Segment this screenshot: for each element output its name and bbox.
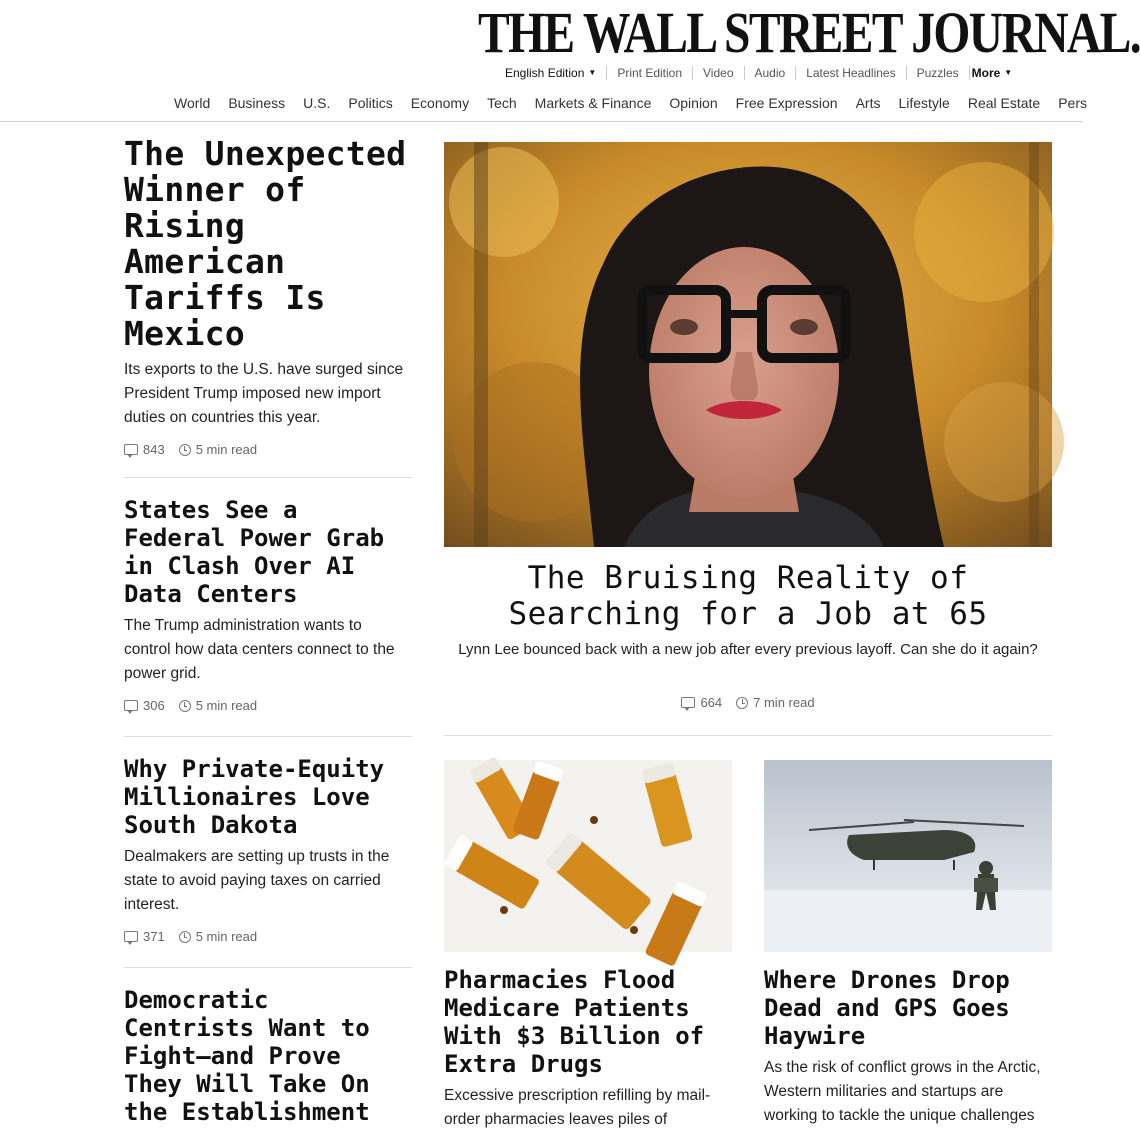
story-ai-data-centers [124,496,412,713]
comments-link[interactable] [124,442,165,457]
comment-count: 843 [143,442,165,457]
story-summary: Its exports to the U.S. have surged since President Trump imposed new import duties on countries this year. [124,361,404,426]
feature-photo[interactable] [444,142,1052,547]
nav-politics[interactable]: Politics [348,95,393,111]
pill-bottles-image [444,760,732,952]
comments-link[interactable] [124,698,165,713]
nav-business[interactable]: Business [228,95,286,111]
story-south-dakota [124,755,412,944]
portrait-image [444,142,1052,547]
link-audio[interactable]: Audio [745,66,797,80]
helicopter-snow-image [764,760,1052,952]
more-label: More [971,66,1001,80]
comments-link[interactable] [124,929,165,944]
nav-markets-finance[interactable]: Markets & Finance [534,95,652,111]
story-democratic-centrists [124,986,412,1126]
nav-economy[interactable]: Economy [410,95,470,111]
read-time [736,695,814,710]
clock-icon [736,697,748,709]
card-headline-drones[interactable]: Where Drones Drop Dead and GPS Goes Haywire [764,966,1010,1050]
utility-bar [495,63,1022,83]
comment-icon [681,697,695,708]
nav-us[interactable]: U.S. [303,95,331,111]
clock-icon [179,700,191,712]
comment-count: 306 [143,698,165,713]
story-headline[interactable]: Why Private-Equity Millionaires Love South Dakota [124,755,385,839]
link-latest-headlines[interactable]: Latest Headlines [796,66,906,80]
story-mexico-tariffs [124,136,412,457]
feature-divider [444,735,1052,736]
read-time-label: 5 min read [195,698,258,713]
comment-count: 664 [700,695,723,710]
read-time [179,929,257,944]
edition-selector[interactable] [495,66,607,80]
nav-arts[interactable]: Arts [855,95,881,111]
read-time-label: 5 min read [195,442,258,457]
more-menu[interactable] [970,66,1023,80]
nav-personal-finance[interactable]: Pers [1058,95,1087,111]
story-summary: Dealmakers are setting up trusts in the state to avoid paying taxes on carried interest. [124,848,390,913]
nav-divider [0,121,1083,122]
section-nav [165,94,1087,114]
card-headline-pharmacies[interactable]: Pharmacies Flood Medicare Patients With $3 Billion of Extra Drugs [444,966,705,1078]
story-summary: The Trump administration wants to control how data centers connect to the power grid. [124,617,395,682]
story-headline[interactable]: The Unexpected Winner of Rising American Tariffs Is Mexico [124,134,407,353]
nav-opinion[interactable]: Opinion [669,95,718,111]
feature-headline[interactable]: The Bruising Reality of Searching for a Job at 65 [508,560,988,632]
feature-summary: Lynn Lee bounced back with a new job after every previous layoff. Can she do it again? [458,641,1038,658]
caret-down-icon: ▼ [588,68,597,77]
read-time-label: 5 min read [195,929,258,944]
wsj-logo[interactable]: THE WALL STREET JOURNAL. [478,0,1140,65]
nav-real-estate[interactable]: Real Estate [967,95,1041,111]
nav-world[interactable]: World [174,95,211,111]
comment-icon [124,444,138,455]
story-divider [124,967,412,968]
nav-tech[interactable]: Tech [487,95,517,111]
clock-icon [179,444,191,456]
read-time [179,442,257,457]
comment-count: 371 [143,929,165,944]
comments-link[interactable] [681,695,722,710]
card-summary-drones: As the risk of conflict grows in the Arctic, Western militaries and startups are working to tackle the unique challenges [764,1059,1041,1124]
story-divider [124,477,412,478]
feature-meta [444,695,1052,710]
link-print-edition[interactable]: Print Edition [607,66,693,80]
read-time-label: 7 min read [753,695,815,710]
card-summary-pharmacies: Excessive prescription refilling by mail-order pharmacies leaves piles of [444,1087,711,1128]
story-meta [124,442,412,457]
nav-free-expression[interactable]: Free Expression [735,95,838,111]
read-time [179,698,257,713]
story-meta [124,929,412,944]
comment-icon [124,931,138,942]
edition-label: English Edition [505,66,585,80]
link-puzzles[interactable]: Puzzles [907,66,970,80]
story-headline[interactable]: Democratic Centrists Want to Fight—and Prove They Will Take On the Establishment [124,986,370,1126]
pharmacy-photo[interactable] [444,760,732,952]
story-meta [124,698,412,713]
story-divider [124,736,412,737]
arctic-photo[interactable] [764,760,1052,952]
nav-lifestyle[interactable]: Lifestyle [898,95,950,111]
link-video[interactable]: Video [693,66,744,80]
comment-icon [124,700,138,711]
caret-down-icon: ▼ [1004,68,1013,77]
clock-icon [179,931,191,943]
story-headline[interactable]: States See a Federal Power Grab in Clash Over AI Data Centers [124,496,385,608]
